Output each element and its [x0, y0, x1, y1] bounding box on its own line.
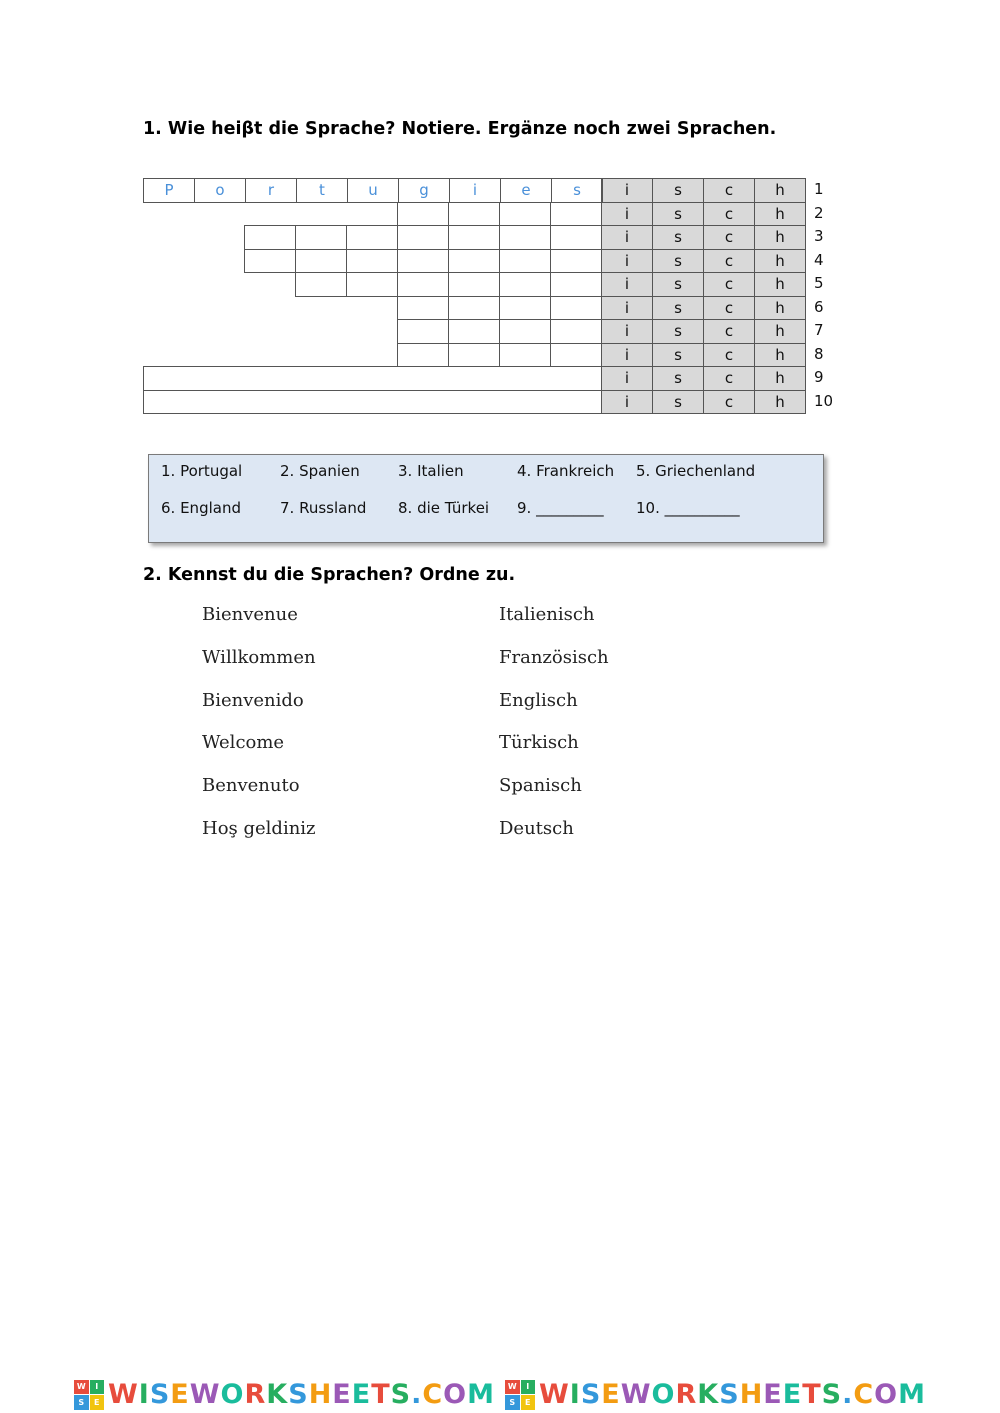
country-item: 9. _________: [517, 499, 604, 517]
greeting-word: Bienvenido: [202, 690, 304, 711]
language-word: Spanisch: [499, 775, 582, 796]
grid-suffix-cell: h: [754, 272, 806, 297]
grid-row-number: 9: [814, 368, 824, 386]
grid-answer-cell[interactable]: [499, 319, 551, 344]
grid-suffix-cell: h: [754, 319, 806, 344]
grid-answer-cell[interactable]: [244, 225, 296, 250]
grid-row-number: 6: [814, 297, 824, 316]
grid-suffix-cell: s: [652, 296, 704, 321]
grid-answer-cell[interactable]: [346, 225, 398, 250]
wiseworksheets-logo-icon: W I S E: [505, 1380, 535, 1410]
grid-suffix-cell: h: [754, 249, 806, 274]
grid-answer-cell[interactable]: [499, 272, 551, 297]
grid-row-number: 1: [814, 180, 824, 198]
country-item: 3. Italien: [398, 462, 464, 480]
grid-row-number: 10: [814, 391, 834, 410]
grid-answer-cell[interactable]: [397, 319, 449, 344]
grid-answer-cell[interactable]: [448, 249, 500, 274]
grid-prefilled-cell: u: [347, 178, 399, 203]
greeting-word: Benvenuto: [202, 775, 300, 796]
grid-answer-cell[interactable]: [499, 225, 551, 250]
country-item: 2. Spanien: [280, 462, 360, 480]
grid-answer-cell[interactable]: [499, 249, 551, 274]
grid-prefilled-cell: i: [449, 178, 501, 203]
grid-suffix-cell: h: [754, 390, 806, 415]
grid-row-number: 8: [814, 344, 824, 363]
grid-prefilled-cell: o: [194, 178, 246, 203]
grid-answer-cell[interactable]: [550, 202, 602, 227]
grid-suffix-cell: c: [703, 296, 755, 321]
grid-answer-cell[interactable]: [397, 296, 449, 321]
language-word: Türkisch: [499, 732, 579, 753]
country-item: 1. Portugal: [161, 462, 243, 480]
grid-suffix-cell: h: [754, 202, 806, 227]
grid-suffix-cell: i: [601, 343, 653, 368]
grid-answer-cell[interactable]: [397, 343, 449, 368]
grid-suffix-cell: s: [652, 319, 704, 344]
grid-row-number: 7: [814, 321, 824, 339]
grid-suffix-cell: c: [703, 343, 755, 368]
grid-prefilled-cell: e: [500, 178, 552, 203]
grid-prefilled-cell: r: [245, 178, 297, 203]
grid-prefilled-cell: s: [551, 178, 603, 203]
grid-row-number: 5: [814, 274, 824, 292]
grid-suffix-cell: i: [601, 272, 653, 297]
grid-answer-cell[interactable]: [346, 249, 398, 274]
grid-answer-cell[interactable]: [397, 225, 449, 250]
country-item: 8. die Türkei: [398, 499, 490, 517]
grid-answer-cell[interactable]: [499, 343, 551, 368]
grid-suffix-cell: i: [601, 366, 653, 391]
grid-suffix-cell: c: [703, 249, 755, 274]
grid-answer-cell[interactable]: [397, 202, 449, 227]
grid-suffix-cell: i: [601, 296, 653, 321]
grid-row-number: 2: [814, 203, 824, 222]
wiseworksheets-brand: [74, 1379, 495, 1410]
grid-answer-cell[interactable]: [499, 202, 551, 227]
grid-suffix-cell: h: [754, 343, 806, 368]
grid-answer-cell[interactable]: [550, 249, 602, 274]
wiseworksheets-wordmark: WISEWORKSHEETS.COM: [539, 1379, 926, 1410]
grid-suffix-cell: h: [754, 178, 806, 203]
grid-suffix-cell: s: [652, 343, 704, 368]
grid-suffix-cell: s: [652, 366, 704, 391]
grid-row-number: 3: [814, 227, 824, 245]
country-item: 5. Griechenland: [636, 462, 756, 480]
grid-suffix-cell: c: [703, 390, 755, 415]
grid-answer-cell[interactable]: [550, 319, 602, 344]
grid-suffix-cell: s: [652, 390, 704, 415]
grid-answer-cell[interactable]: [448, 202, 500, 227]
grid-answer-cell[interactable]: [346, 272, 398, 297]
grid-suffix-cell: h: [754, 296, 806, 321]
grid-suffix-cell: s: [652, 272, 704, 297]
grid-suffix-cell: i: [601, 249, 653, 274]
grid-row-number: 4: [814, 250, 824, 269]
country-list-box: [148, 454, 824, 543]
grid-answer-cell[interactable]: [397, 249, 449, 274]
footer-watermark: [0, 1376, 1000, 1413]
greeting-word: Willkommen: [202, 647, 316, 668]
grid-answer-cell[interactable]: [244, 249, 296, 274]
language-word: Deutsch: [499, 818, 574, 839]
country-item: 7. Russland: [280, 499, 367, 517]
grid-answer-cell[interactable]: [550, 343, 602, 368]
language-word: Französisch: [499, 647, 609, 668]
grid-answer-cell[interactable]: [550, 225, 602, 250]
grid-suffix-cell: s: [652, 249, 704, 274]
grid-suffix-cell: i: [601, 390, 653, 415]
wiseworksheets-brand: [505, 1379, 926, 1410]
grid-answer-cell[interactable]: [397, 272, 449, 297]
grid-prefilled-cell: g: [398, 178, 450, 203]
wiseworksheets-logo-icon: W I S E: [74, 1380, 104, 1410]
grid-answer-cell[interactable]: [448, 296, 500, 321]
grid-answer-cell[interactable]: [448, 272, 500, 297]
language-word: Englisch: [499, 690, 578, 711]
greeting-word: Hoş geldiniz: [202, 818, 316, 839]
grid-answer-cell[interactable]: [550, 272, 602, 297]
grid-answer-cell[interactable]: [448, 343, 500, 368]
greeting-word: Welcome: [202, 732, 285, 753]
grid-answer-cell[interactable]: [448, 319, 500, 344]
wiseworksheets-wordmark: WISEWORKSHEETS.COM: [108, 1379, 495, 1410]
grid-answer-cell[interactable]: [499, 296, 551, 321]
grid-suffix-cell: c: [703, 178, 755, 203]
grid-suffix-cell: i: [601, 319, 653, 344]
grid-suffix-cell: h: [754, 366, 806, 391]
grid-open-answer-field[interactable]: [143, 390, 602, 415]
grid-prefilled-cell: P: [143, 178, 195, 203]
language-word: Italienisch: [499, 604, 595, 625]
grid-answer-cell[interactable]: [295, 225, 347, 250]
grid-suffix-cell: s: [652, 202, 704, 227]
exercise-1-title: 1. Wie heiβt die Sprache? Notiere. Ergänze noch zwei Sprachen.: [143, 119, 777, 139]
grid-suffix-cell: i: [601, 202, 653, 227]
grid-answer-cell[interactable]: [295, 272, 347, 297]
grid-suffix-cell: s: [652, 225, 704, 250]
grid-answer-cell[interactable]: [448, 225, 500, 250]
grid-suffix-cell: i: [601, 178, 653, 203]
grid-prefilled-cell: t: [296, 178, 348, 203]
grid-suffix-cell: c: [703, 225, 755, 250]
grid-suffix-cell: c: [703, 366, 755, 391]
grid-suffix-cell: i: [601, 225, 653, 250]
country-item: 4. Frankreich: [517, 462, 615, 480]
grid-open-answer-field[interactable]: [143, 366, 602, 391]
country-item: 10. __________: [636, 499, 740, 517]
grid-suffix-cell: c: [703, 272, 755, 297]
grid-answer-cell[interactable]: [295, 249, 347, 274]
exercise-2-title: 2. Kennst du die Sprachen? Ordne zu.: [143, 565, 516, 585]
grid-suffix-cell: c: [703, 319, 755, 344]
country-item: 6. England: [161, 499, 241, 517]
grid-suffix-cell: h: [754, 225, 806, 250]
grid-answer-cell[interactable]: [550, 296, 602, 321]
greeting-word: Bienvenue: [202, 604, 298, 625]
grid-suffix-cell: s: [652, 178, 704, 203]
grid-suffix-cell: c: [703, 202, 755, 227]
